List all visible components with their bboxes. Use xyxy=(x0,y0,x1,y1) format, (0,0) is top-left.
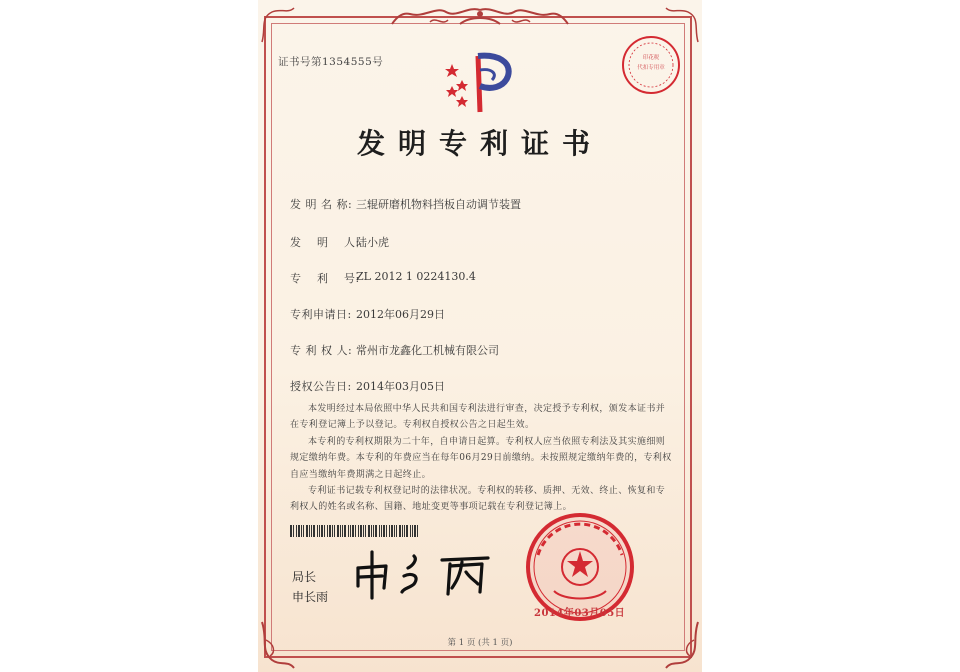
field-label-filing-date: 专利申请日: xyxy=(290,308,352,321)
body-paragraph-1: 本发明经过本局依照中华人民共和国专利法进行审查，决定授予专利权，颁发本证书并在专利登记簿上予以登记。专利权自授权公告之日起生效。 xyxy=(290,404,666,431)
barcode-bar xyxy=(399,525,401,537)
field-value-inventor: 陆小虎 xyxy=(356,236,389,249)
field-value-patent-number: ZL 2012 1 0224130.4 xyxy=(356,270,476,283)
page-footer: 第 1 页 (共 1 页) xyxy=(447,638,513,648)
barcode-bar xyxy=(391,525,393,537)
barcode-bar xyxy=(371,525,372,537)
seal-date: 2014年03月05日 xyxy=(534,608,626,619)
barcode-bar xyxy=(329,525,331,537)
field-label-patent-number: 专 利 号: xyxy=(290,272,360,285)
barcode-bar xyxy=(306,525,308,537)
barcode-bar xyxy=(373,525,374,537)
barcode-bar xyxy=(406,525,408,537)
barcode-bar xyxy=(383,525,385,537)
barcode-bar xyxy=(303,525,304,537)
barcode-icon xyxy=(290,525,422,537)
barcode-bar xyxy=(363,525,364,537)
stamp-duty-seal xyxy=(620,34,682,96)
patent-certificate xyxy=(258,0,702,672)
barcode-bar xyxy=(340,525,341,537)
field-label-patentee: 专 利 权 人: xyxy=(290,344,353,357)
barcode-bar xyxy=(355,525,356,537)
corner-ornament-top-left-icon xyxy=(258,4,298,44)
barcode-bar xyxy=(402,525,403,537)
barcode-bar xyxy=(344,525,346,537)
barcode-bar xyxy=(334,525,335,537)
barcode-bar xyxy=(327,525,328,537)
barcode-bar xyxy=(379,525,380,537)
field-value-patentee: 常州市龙鑫化工机械有限公司 xyxy=(356,344,499,357)
field-value-invention-name: 三辊研磨机物料挡板自动调节装置 xyxy=(356,198,521,211)
field-label-invention-name: 发 明 名 称: xyxy=(290,198,353,211)
chief-name: 申长雨 xyxy=(292,590,329,604)
barcode-bar xyxy=(381,525,382,537)
barcode-bar xyxy=(389,525,390,537)
stamp-duty-line-1: 印花税 xyxy=(642,55,660,61)
barcode-bar xyxy=(332,525,333,537)
barcode-bar xyxy=(352,525,354,537)
stamp-duty-line-2: 代扣专用章 xyxy=(637,65,665,71)
field-value-filing-date: 2012年06月29日 xyxy=(356,308,445,321)
barcode-bar xyxy=(394,525,395,537)
body-paragraph-2: 本专利的专利权期限为二十年，自申请日起算。专利权人应当依照专利法及其实施细则规定缴纳年费。本专利的年费应当在每年06月29日前缴纳。未按照规定缴纳年费的，专利权自应当缴纳年费期满之日起终止。 xyxy=(290,436,672,480)
barcode-bar xyxy=(396,525,397,537)
barcode-bar xyxy=(321,525,323,537)
barcode-bar xyxy=(348,525,349,537)
barcode-bar xyxy=(337,525,339,537)
barcode-bar xyxy=(301,525,302,537)
barcode-bar xyxy=(358,525,359,537)
barcode-bar xyxy=(293,525,294,537)
barcode-bar xyxy=(410,525,411,537)
barcode-bar xyxy=(368,525,370,537)
barcode-bar xyxy=(324,525,325,537)
barcode-bar xyxy=(360,525,362,537)
barcode-bar xyxy=(375,525,377,537)
certificate-body-text xyxy=(290,401,674,516)
field-label-inventor: 发 明 人: xyxy=(290,236,360,249)
barcode-bar xyxy=(313,525,315,537)
barcode-bar xyxy=(414,525,416,537)
barcode-bar xyxy=(317,525,318,537)
barcode-bar xyxy=(296,525,297,537)
handwritten-signature-icon xyxy=(352,546,502,600)
field-value-grant-date: 2014年03月05日 xyxy=(356,380,445,393)
certificate-title: 发明专利证书 xyxy=(356,127,603,160)
barcode-bar xyxy=(365,525,366,537)
barcode-bar xyxy=(311,525,312,537)
barcode-bar xyxy=(298,525,300,537)
certificate-number: 证书号第1354555号 xyxy=(278,56,384,68)
barcode-bar xyxy=(319,525,320,537)
barcode-bar xyxy=(386,525,387,537)
field-label-grant-date: 授权公告日: xyxy=(290,380,352,393)
barcode-bar xyxy=(350,525,351,537)
barcode-bar xyxy=(342,525,343,537)
barcode-bar xyxy=(404,525,405,537)
barcode-bar xyxy=(290,525,292,537)
top-ornament-icon xyxy=(390,4,570,34)
barcode-bar xyxy=(417,525,418,537)
patent-office-logo-icon xyxy=(442,50,516,114)
chief-title: 局长 xyxy=(292,570,317,584)
barcode-bar xyxy=(309,525,310,537)
body-paragraph-3: 专利证书记载专利权登记时的法律状况。专利权的转移、质押、无效、终止、恢复和专利权人的姓名或名称、国籍、地址变更等事项记载在专利登记簿上。 xyxy=(290,486,666,513)
barcode-bar xyxy=(412,525,413,537)
